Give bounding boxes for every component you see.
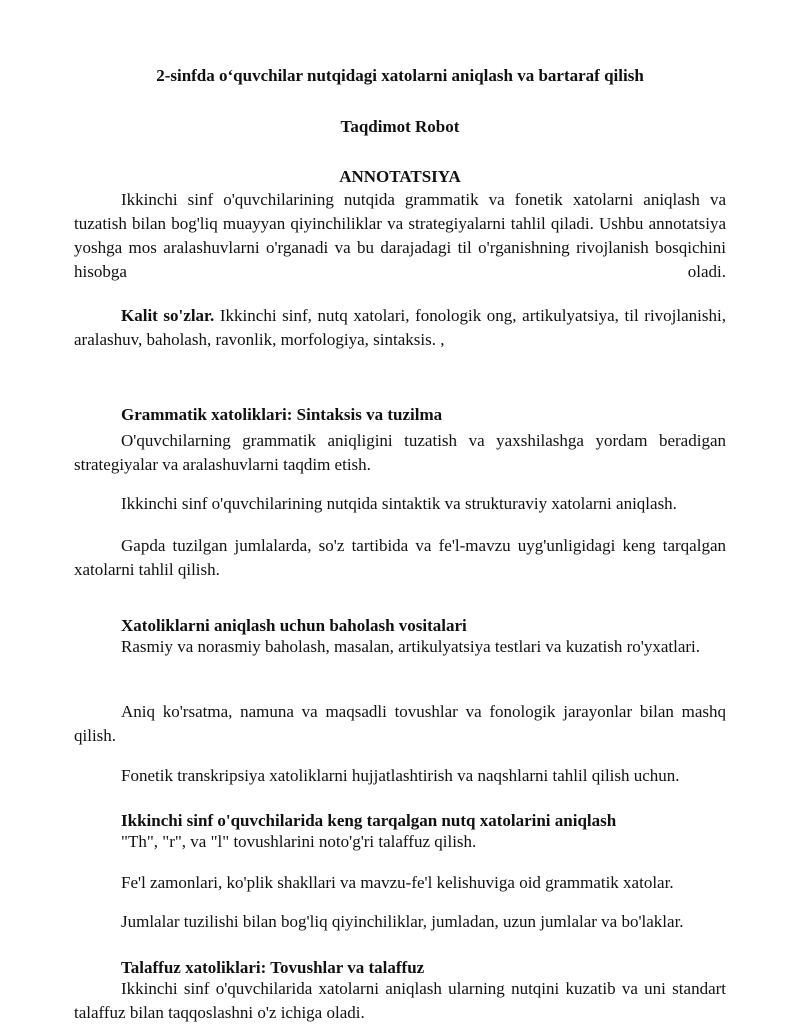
section-heading: Grammatik xatoliklari: Sintaksis va tuzilma [121, 405, 443, 424]
section-paragraph: Rasmiy va norasmiy baholash, masalan, artikulyatsiya testlari va kuzatish ro'yxatlari. [121, 637, 701, 656]
section-heading: Talaffuz xatoliklari: Tovushlar va talaffuz [121, 958, 425, 977]
section-paragraph: Ikkinchi sinf o'quvchilarining nutqida sintaktik va strukturaviy xatolarni aniqlash. [121, 494, 677, 513]
section-paragraph: Fonetik transkripsiya xatoliklarni hujjatlashtirish va naqshlarni tahlil qilish uchun. [121, 766, 680, 785]
keywords-label: Kalit so'zlar. [121, 306, 215, 325]
section-paragraph: Jumlalar tuzilishi bilan bog'liq qiyinchiliklar, jumladan, uzun jumlalar va bo'laklar. [121, 912, 684, 931]
section-paragraph: Fe'l zamonlari, ko'plik shakllari va mavzu-fe'l kelishuviga oid grammatik xatolar. [121, 873, 674, 892]
keywords-text: Ikkinchi sinf, nutq xatolari, fonologik ong, artikulyatsiya, til rivojlanishi, aralashuv, baholash, ravonlik, morfologiya, sintaksis. , [74, 306, 726, 349]
section-paragraph: "Th", "r", va "l" tovushlarini noto'g'ri talaffuz qilish. [121, 832, 477, 851]
keywords-paragraph [74, 304, 726, 352]
section-paragraph: Gapda tuzilgan jumlalarda, so'z tartibida va fe'l-mavzu uyg'unligidagi keng tarqalgan xatolarni tahlil qilish. [74, 536, 726, 579]
document-title: 2-sinfda o‘quvchilar nutqidagi xatolarni aniqlash va bartaraf qilish [156, 66, 644, 85]
annotation-heading: ANNOTATSIYA [339, 167, 461, 186]
document-author: Taqdimot Robot [340, 117, 460, 136]
section-paragraph: Aniq ko'rsatma, namuna va maqsadli tovushlar va fonologik jarayonlar bilan mashq qilish. [74, 702, 726, 745]
section-paragraph: O'quvchilarning grammatik aniqligini tuzatish va yaxshilashga yordam beradigan strategiyalar va aralashuvlarni taqdim etish. [74, 431, 726, 474]
section-heading: Xatoliklarni aniqlash uchun baholash vositalari [121, 616, 467, 635]
section-paragraph: Ikkinchi sinf o'quvchilarida xatolarni aniqlash ularning nutqini kuzatib va uni standart talaffuz bilan taqqoslashni o'z ichiga oladi. [74, 979, 726, 1022]
section-heading: Ikkinchi sinf o'quvchilarida keng tarqalgan nutq xatolarini aniqlash [121, 811, 617, 830]
annotation-body: Ikkinchi sinf o'quvchilarining nutqida grammatik va fonetik xatolarni aniqlash va tuzatish bilan bog'liq muayyan qiyinchiliklar va strategiyalarni tahlil qiladi. Ushbu annotatsiya yoshga mos aralashuvlarni o'rganadi va bu darajadagi til o'rganishning rivojlanish bosqichini hisobga oladi. [74, 190, 726, 281]
